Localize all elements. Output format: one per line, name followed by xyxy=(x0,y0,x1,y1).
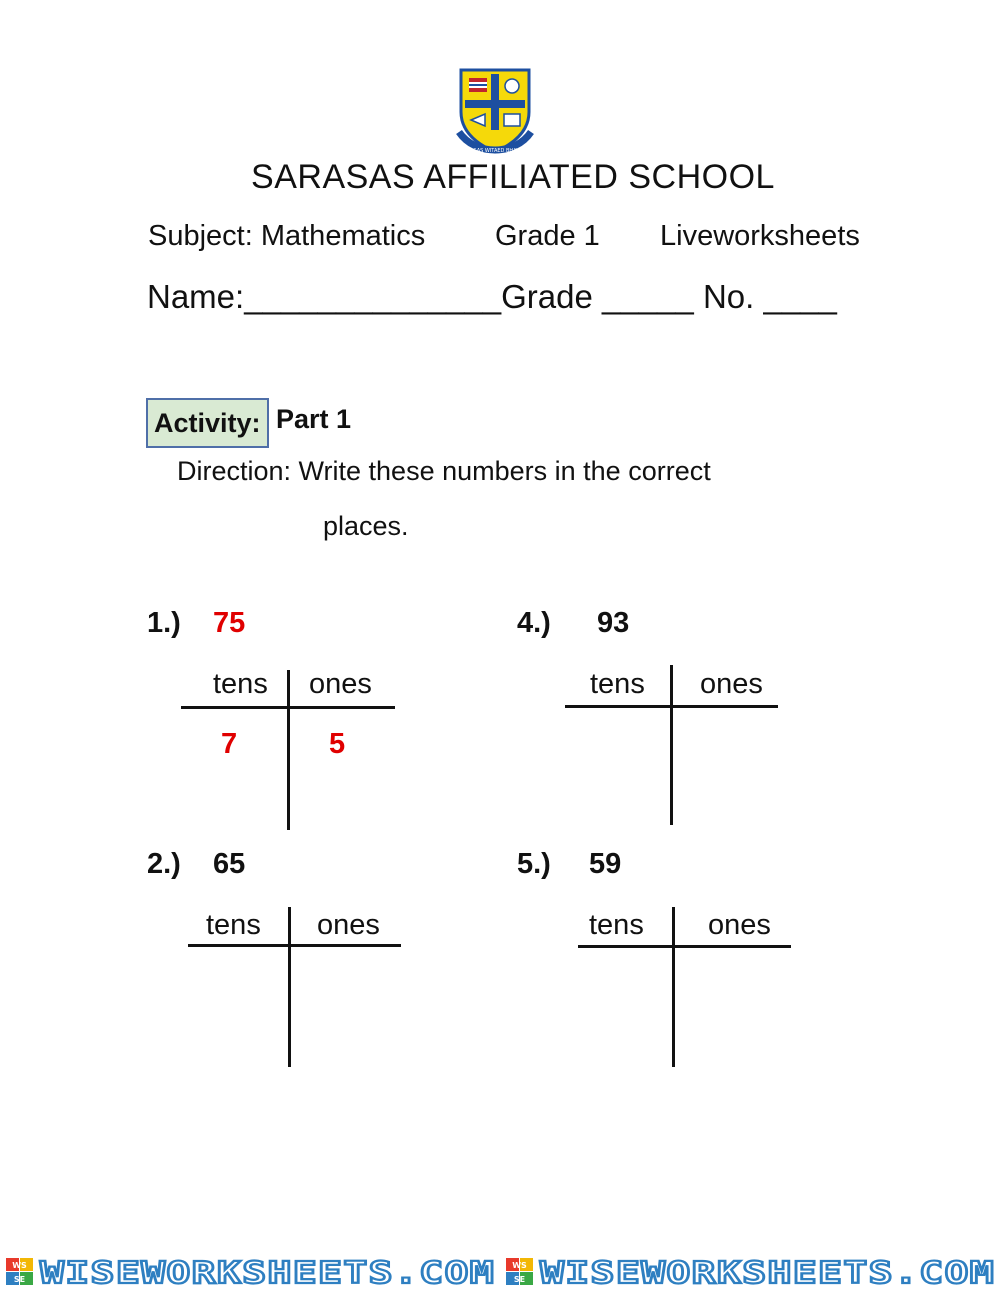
table-divider-vertical xyxy=(287,670,290,830)
watermark-text: WISEWORKSHEETS.COM xyxy=(40,1256,495,1291)
watermark-text: WISEWORKSHEETS.COM xyxy=(540,1256,995,1291)
question-value: 65 xyxy=(213,848,246,880)
table-divider-vertical xyxy=(672,907,675,1067)
question-number: 1.) xyxy=(147,607,181,639)
table-divider-horizontal xyxy=(578,945,791,948)
badge-bottom: SE xyxy=(513,1275,526,1284)
ones-answer-field[interactable] xyxy=(678,712,774,812)
badge-top: WS xyxy=(512,1261,527,1270)
tens-answer-field[interactable] xyxy=(198,952,284,1052)
table-divider-vertical xyxy=(670,665,673,825)
wiseworksheets-logo-icon xyxy=(6,1258,33,1285)
tens-answer-field[interactable] xyxy=(585,952,667,1052)
tens-header: tens xyxy=(206,909,261,941)
activity-label: Activity: xyxy=(146,398,269,448)
school-name: SARASAS AFFILIATED SCHOOL xyxy=(251,158,775,196)
badge-top: WS xyxy=(12,1261,27,1270)
badge-bottom: SE xyxy=(13,1275,26,1284)
tens-answer-field[interactable] xyxy=(580,712,666,812)
question-value: 93 xyxy=(597,607,630,639)
crest-motto: SARASAS WITAED BHAVANA xyxy=(460,148,530,154)
ones-answer-field[interactable] xyxy=(680,952,780,1052)
question-value: 59 xyxy=(589,848,622,880)
tens-header: tens xyxy=(213,668,268,700)
tens-header: tens xyxy=(589,909,644,941)
question-number: 4.) xyxy=(517,607,551,639)
direction-text: Direction: Write these numbers in the correct xyxy=(177,456,711,486)
ones-header: ones xyxy=(700,668,763,700)
wiseworksheets-logo-icon xyxy=(506,1258,533,1285)
platform-label: Liveworksheets xyxy=(660,220,860,252)
ones-header: ones xyxy=(309,668,372,700)
subject-label: Subject: Mathematics xyxy=(148,220,426,252)
name-grade-number-line[interactable]: Name:______________Grade _____ No. ____ xyxy=(147,278,837,315)
table-divider-vertical xyxy=(288,907,291,1067)
grade-label: Grade 1 xyxy=(495,220,600,252)
tens-answer[interactable]: 7 xyxy=(221,728,238,760)
part-label: Part 1 xyxy=(276,404,352,434)
ones-answer-field[interactable] xyxy=(296,952,392,1052)
question-number: 5.) xyxy=(517,848,551,880)
question-number: 2.) xyxy=(147,848,181,880)
ones-header: ones xyxy=(708,909,771,941)
ones-answer[interactable]: 5 xyxy=(329,728,346,760)
ones-header: ones xyxy=(317,909,380,941)
direction-text-continued: places. xyxy=(323,511,409,541)
school-crest-logo xyxy=(455,66,535,158)
question-value: 75 xyxy=(213,607,246,639)
watermark-banner xyxy=(0,1252,1000,1291)
table-divider-horizontal xyxy=(188,944,401,947)
tens-header: tens xyxy=(590,668,645,700)
